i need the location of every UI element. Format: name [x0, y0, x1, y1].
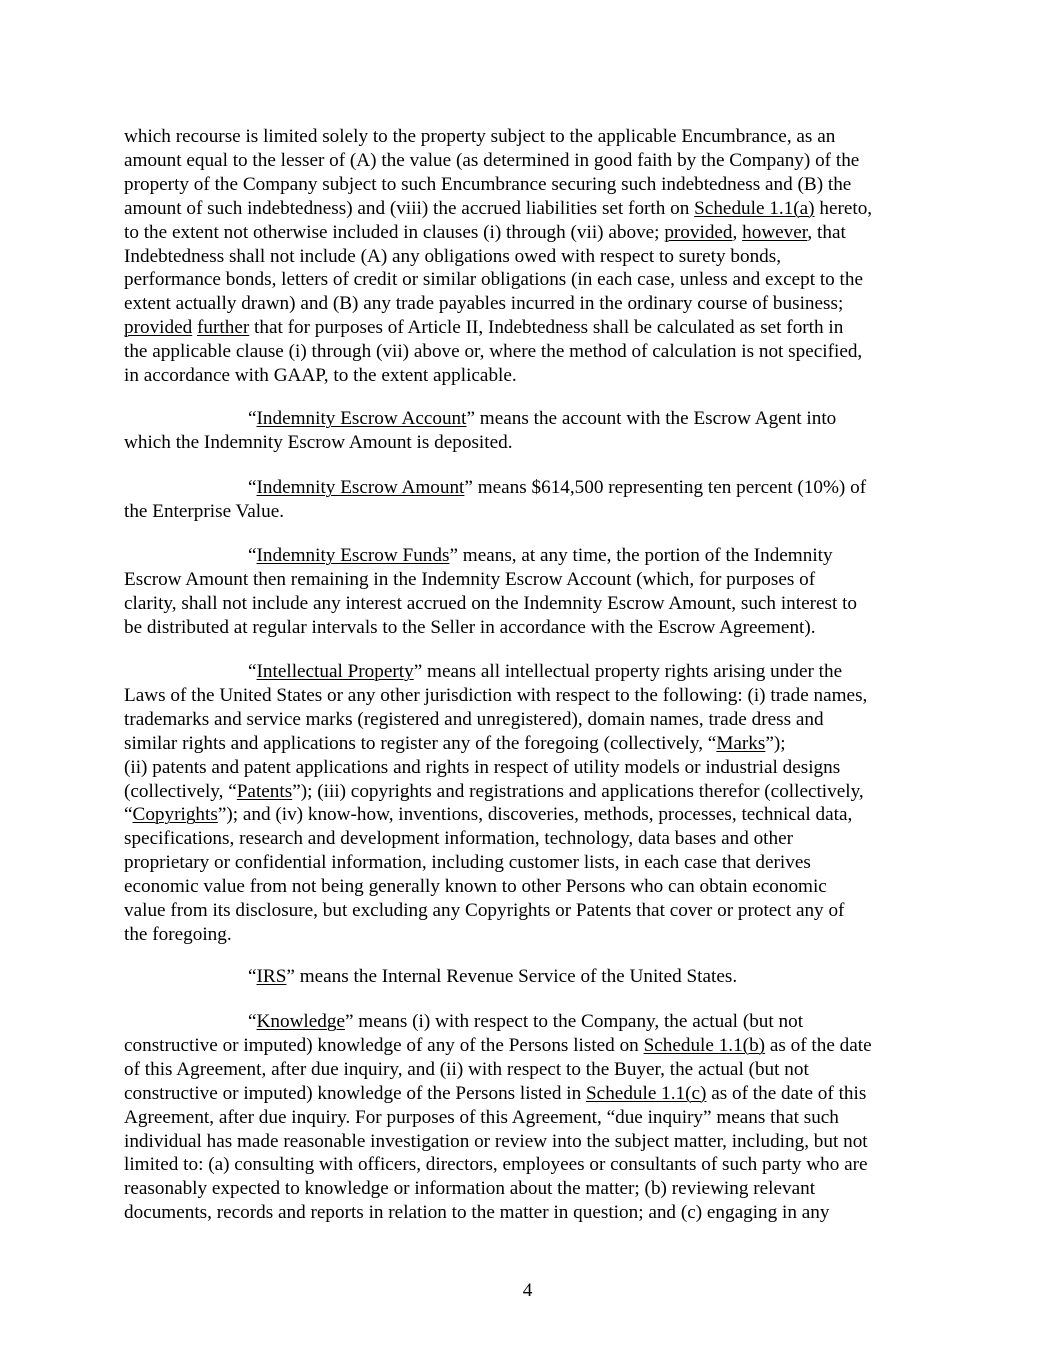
- page-number: 4: [522, 1280, 533, 1301]
- text-line: (collectively, “Patents”); (iii) copyrights and registrations and applications therefor (collectively,: [124, 780, 864, 802]
- defined-term: Indemnity Escrow Account: [256, 408, 467, 429]
- however-term: however: [742, 221, 808, 243]
- schedule-1-1b-reference: Schedule 1.1(b): [643, 1034, 766, 1056]
- schedule-1-1a-reference: Schedule 1.1(a): [694, 197, 815, 219]
- text-line: Laws of the United States or any other jurisdiction with respect to the following: (i) trade names,: [124, 684, 868, 706]
- text-line: performance bonds, letters of credit or similar obligations (in each case, unless and except to the: [124, 269, 863, 291]
- text-line: documents, records and reports in relation to the matter in question; and (c) engaging in any: [124, 1202, 830, 1224]
- text-line: which recourse is limited solely to the property subject to the applicable Encumbrance, as an: [124, 126, 836, 147]
- text-line: in accordance with GAAP, to the extent applicable.: [124, 365, 517, 387]
- text-line: of this Agreement, after due inquiry, and (ii) with respect to the Buyer, the actual (but not: [124, 1058, 809, 1080]
- text-line: “IRS” means the Internal Revenue Service of the United States.: [248, 966, 738, 987]
- defined-term: Intellectual Property: [256, 661, 414, 682]
- text-line: be distributed at regular intervals to the Seller in accordance with the Escrow Agreement).: [124, 616, 816, 638]
- indebtedness-continuation-paragraph: [124, 125, 934, 388]
- definition-irs: [124, 965, 934, 989]
- defined-term: Indemnity Escrow Amount: [256, 477, 465, 498]
- text-line: Indebtedness shall not include (A) any obligations owed with respect to surety bonds,: [124, 245, 782, 267]
- text-line: property of the Company subject to such Encumbrance securing such indebtedness and (B) the: [124, 173, 852, 195]
- text-line: amount equal to the lesser of (A) the value (as determined in good faith by the Company) of the: [124, 149, 860, 171]
- text-line: limited to: (a) consulting with officers, directors, employees or consultants of such party who are: [124, 1154, 868, 1176]
- text-line: constructive or imputed) knowledge of any of the Persons listed on Schedule 1.1(b) as of the date: [124, 1034, 872, 1056]
- defined-term: Indemnity Escrow Funds: [256, 545, 450, 566]
- text-line: extent actually drawn) and (B) any trade payables incurred in the ordinary course of business;: [124, 293, 844, 315]
- text-line: the foregoing.: [124, 923, 232, 945]
- text-line: “Copyrights”); and (iv) know-how, inventions, discoveries, methods, processes, technical data,: [124, 804, 853, 826]
- text-line: “Knowledge” means (i) with respect to the Company, the actual (but not: [248, 1011, 804, 1032]
- text-line: “Indemnity Escrow Funds” means, at any time, the portion of the Indemnity: [248, 545, 833, 566]
- text-line: the Enterprise Value.: [124, 500, 285, 522]
- text-line: Agreement, after due inquiry. For purposes of this Agreement, “due inquiry” means that such: [124, 1106, 839, 1128]
- schedule-1-1c-reference: Schedule 1.1(c): [586, 1082, 707, 1104]
- definition-indemnity-escrow-account: [124, 407, 934, 455]
- provided-term: provided: [664, 221, 733, 243]
- text-line: trademarks and service marks (registered and unregistered), domain names, trade dress and: [124, 708, 824, 730]
- text-line: proprietary or confidential information, including customer lists, in each case that derives: [124, 852, 811, 874]
- defined-term: Patents: [236, 780, 293, 802]
- text-line: individual has made reasonable investigation or review into the subject matter, including, but not: [124, 1130, 868, 1152]
- definition-indemnity-escrow-amount: [124, 476, 934, 524]
- text-line: the applicable clause (i) through (vii) above or, where the method of calculation is not specified,: [124, 341, 863, 363]
- text-line: Escrow Amount then remaining in the Indemnity Escrow Account (which, for purposes of: [124, 568, 816, 590]
- text-line: “Intellectual Property” means all intellectual property rights arising under the: [248, 661, 843, 682]
- text-line: to the extent not otherwise included in clauses (i) through (vii) above; provided, however, that: [124, 221, 846, 243]
- text-line: amount of such indebtedness) and (viii) the accrued liabilities set forth on Schedule 1.1(a) hereto,: [124, 197, 873, 219]
- text-line: similar rights and applications to register any of the foregoing (collectively, “Marks”);: [124, 732, 786, 754]
- defined-term: Knowledge: [256, 1011, 345, 1032]
- text-line: specifications, research and development information, technology, data bases and other: [124, 828, 794, 850]
- text-line: (ii) patents and patent applications and rights in respect of utility models or industrial designs: [124, 756, 841, 778]
- text-line: provided further that for purposes of Article II, Indebtedness shall be calculated as set forth in: [124, 317, 844, 339]
- text-line: “Indemnity Escrow Amount” means $614,500 representing ten percent (10%) of: [248, 477, 867, 498]
- text-line: economic value from not being generally known to other Persons who can obtain economic: [124, 876, 827, 898]
- text-line: “Indemnity Escrow Account” means the account with the Escrow Agent into: [248, 408, 837, 429]
- text-line: value from its disclosure, but excluding any Copyrights or Patents that cover or protect any of: [124, 900, 845, 922]
- provided-term: provided: [124, 317, 193, 339]
- defined-term: IRS: [256, 966, 287, 987]
- further-term: further: [197, 317, 250, 339]
- text-line: which the Indemnity Escrow Amount is deposited.: [124, 431, 513, 453]
- text-line: reasonably expected to knowledge or information about the matter; (b) reviewing relevant: [124, 1178, 816, 1200]
- definition-indemnity-escrow-funds: [124, 544, 934, 640]
- defined-term: Copyrights: [132, 804, 218, 826]
- text-line: clarity, shall not include any interest accrued on the Indemnity Escrow Amount, such interest to: [124, 592, 858, 614]
- text-line: constructive or imputed) knowledge of the Persons listed in Schedule 1.1(c) as of the date of this: [124, 1082, 867, 1104]
- defined-term: Marks: [716, 732, 766, 754]
- definition-intellectual-property: [124, 660, 934, 947]
- definition-knowledge: [124, 1010, 934, 1225]
